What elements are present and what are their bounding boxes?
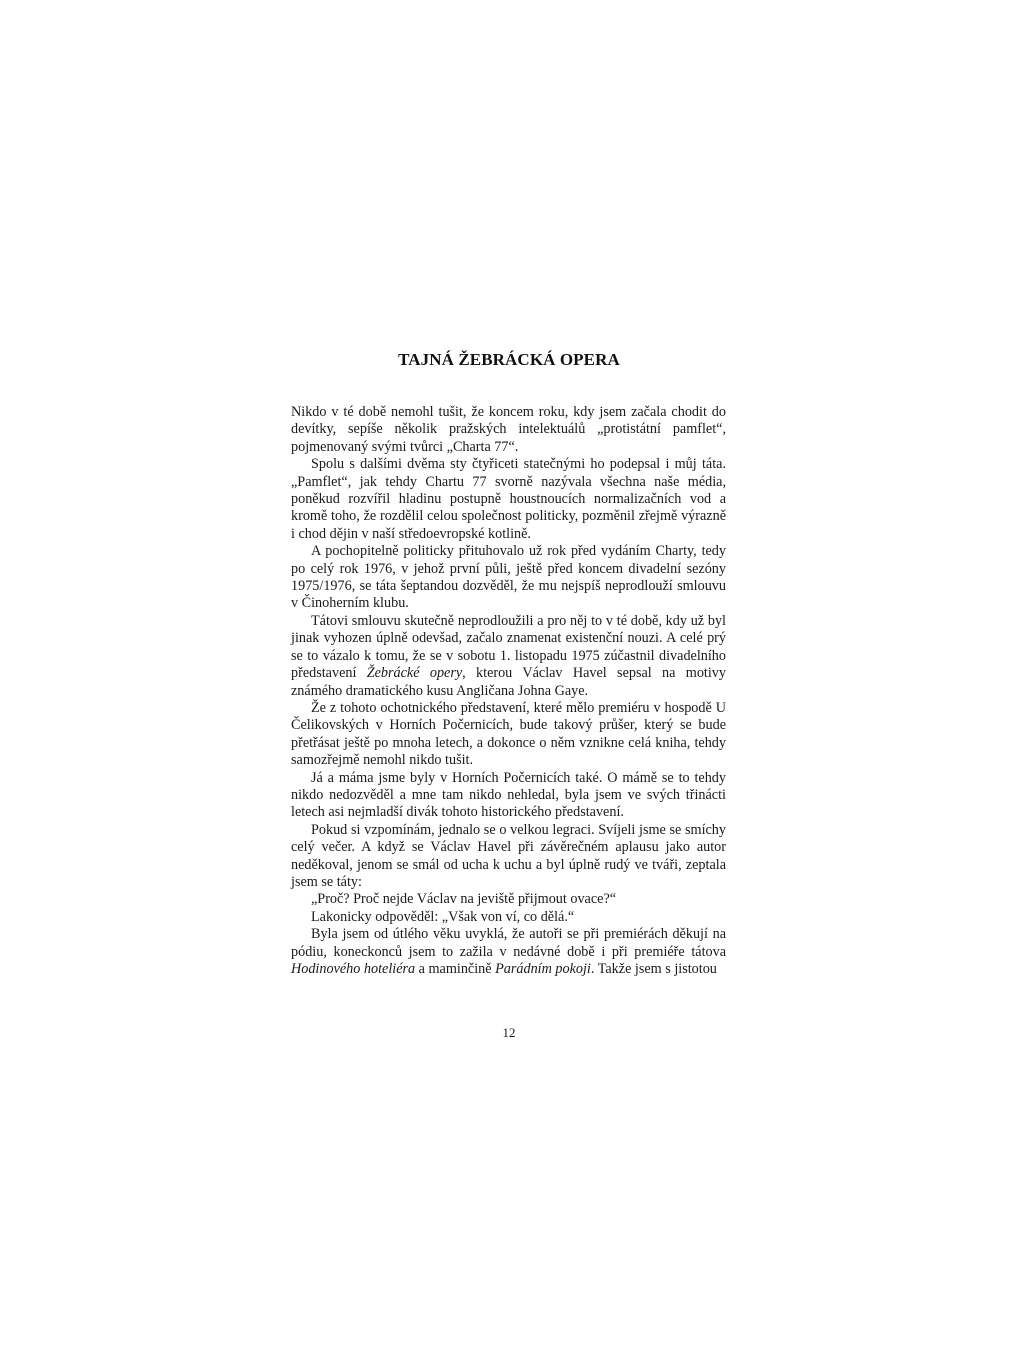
paragraph	[291, 909, 726, 926]
paragraph	[291, 891, 726, 908]
paragraph-text: Spolu s dalšími dvěma sty čtyřiceti statečnými ho podepsal i můj táta. „Pamflet“, jak tehdy Chartu 77 svorně nazývala všechna naše média, poněkud rozvířil hladinu postupně houstnoucích normalizačních vod a kromě toho, že rozdělil celou společnost politicky, pozměnil zřejmě výrazně i chod dějin v naší středoevropské kotlině.	[291, 456, 726, 542]
paragraph-text: Nikdo v té době nemohl tušit, že koncem roku, kdy jsem začala chodit do devítky, sepíše několik pražských intelektuálů „protistátní pamflet“, pojmenovaný svými tvůrci „Charta 77“.	[291, 404, 726, 455]
paragraph-text: „Proč? Proč nejde Václav na jeviště přijmout ovace?“	[311, 891, 617, 908]
paragraph-text: a maminčině	[415, 961, 496, 977]
paragraph-text: Já a máma jsme byly v Horních Počernicích také. O mámě se to tehdy nikdo nedozvěděl a mne tam nikdo nehledal, byla jsem ve svých třinácti letech asi nejmladší divák tohoto historického představení.	[291, 769, 726, 821]
paragraph-text: Lakonicky odpověděl: „Však von ví, co dělá.“	[311, 908, 575, 925]
paragraph-text: . Takže jsem s jistotou	[590, 961, 717, 977]
paragraph	[291, 404, 726, 456]
paragraph	[291, 543, 726, 613]
paragraph-text: Že z tohoto ochotnického představení, které mělo premiéru v hospodě U Čelikovských v Horních Počernicích, bude takový průšer, který se bude přetřásat ještě po mnoha letech, a dokonce o něm vznikne celá kniha, tehdy samozřejmě nemohl nikdo tušit.	[291, 699, 726, 769]
paragraph	[291, 926, 726, 978]
italic-title: Parádním pokoji	[495, 961, 591, 977]
page-number: 12	[502, 1025, 516, 1040]
italic-title: Hodinového hoteliéra	[291, 961, 416, 977]
paragraph-text: A pochopitelně politicky přituhovalo už rok před vydáním Charty, tedy po celý rok 1976, v jehož první půli, ještě před koncem divadelní sezóny 1975/1976, se táta šeptandou dozvěděl, že mu nejspíš neprodlouží smlouvu v Činoherním klubu.	[291, 543, 726, 612]
italic-title: Žebrácké opery	[366, 665, 463, 682]
paragraph-text: Byla jsem od útlého věku uvyklá, že autoři se při premiérách děkují na pódiu, koneckonců jsem to zažila v nedávné době i při premiéře tátova	[291, 926, 726, 960]
paragraph	[291, 456, 726, 543]
paragraph	[291, 770, 726, 822]
chapter-title: TAJNÁ ŽEBRÁCKÁ OPERA	[398, 350, 620, 369]
body-text	[291, 404, 726, 978]
paragraph-text: Tátovi smlouvu skutečně neprodloužili a pro něj to v té době, kdy už byl jinak vyhozen úplně odevšad, začalo znamenat existenční nouzi. A celé prý se to vázalo k tomu, že se v sobotu 1. listopadu 1975 zúčastnil divadelního představení	[291, 612, 726, 682]
paragraph	[291, 822, 726, 892]
paragraph	[291, 700, 726, 770]
paragraph	[291, 613, 726, 700]
paragraph-text: , kterou Václav Havel sepsal na motivy známého dramatického kusu Angličana Johna Gaye.	[291, 665, 726, 699]
paragraph-text: Pokud si vzpomínám, jednalo se o velkou legraci. Svíjeli jsme se smíchy celý večer. A když se Václav Havel při závěrečném aplausu jako autor neděkoval, jenom se smál od ucha k uchu a byl úplně rudý ve tváři, zeptala jsem se táty:	[291, 821, 726, 890]
